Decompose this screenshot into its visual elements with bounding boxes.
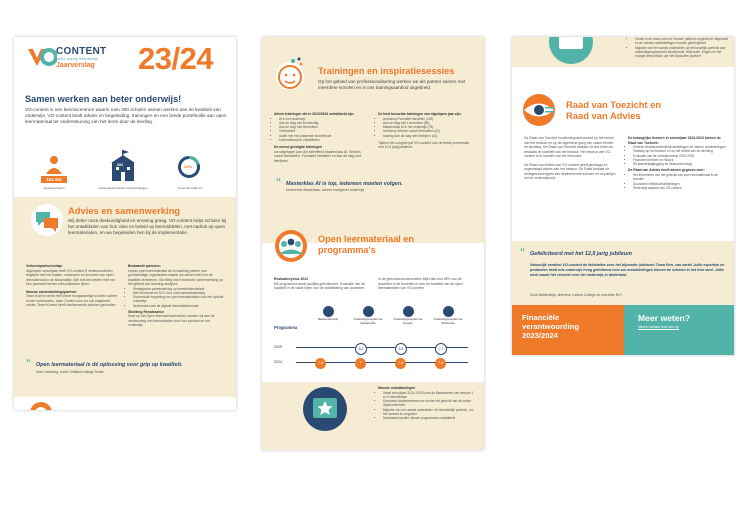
program-name: Onderwijsprogramma Wiskunde (433, 317, 463, 325)
eye-board-icon (518, 93, 560, 132)
contact-title: Meer weten? (638, 313, 691, 323)
section-title-line-2: programma's (318, 245, 376, 255)
quote-author: Kees Vanheeg, rector Driftland college Soest (36, 370, 104, 374)
program-name: Onderwijsprogramma Engels (393, 317, 423, 325)
advies-intro: Wij delen onze deskundigheid en ervaring graag. VO-content helpt scholen bij het ontwikkelen van hun visie en beleid op leermiddelen, met nadruk op open leermaterialen, en we begeleiden hen bij de implementatie. (68, 218, 227, 235)
col2-heading-1: Bestaande partners: (128, 264, 161, 268)
raad-col-left (524, 136, 618, 181)
section-title-advies: Advies en samenwerking (68, 205, 181, 216)
list-item: • Vanaf schooljaar 2024-2025 komt de Basisdeelen van leerjaar 1 en 2 beschikbaar (383, 391, 476, 400)
col1-text-2: Team Konect werkt met kleine hoogwaardige scholen samen in een onderzoeks- naar Content door en ook uitgebreid verder. Team Konect heeft deelnemende scholen gevonden. (26, 294, 118, 307)
chat-bubbles-icon (28, 203, 66, 242)
logo-tagline: advies, training, leermateriaal (56, 57, 98, 61)
logo-report-label: Jaarverslag (56, 62, 95, 69)
list-item: • De jaarverslaglegging en bestuursverslag (633, 162, 726, 166)
stat-schools-value: 303 (117, 163, 123, 167)
list-item: • training Aan de slag met leerlijnen (41) (383, 134, 474, 138)
financial-panel[interactable] (512, 305, 624, 355)
financial-title (512, 305, 624, 340)
programma-col (390, 306, 426, 325)
score-badge: 7.1 (435, 343, 447, 355)
training-col-left (274, 112, 368, 163)
col2-list (128, 287, 224, 308)
eval-col-right: In de gebruikersonderzoeken blijkt dat ruim 85% van de docenten in de tevreden is over de kwaliteit van de open leermaterialen van VO-content. (378, 277, 463, 290)
stat-percent-value: 23% (184, 164, 193, 169)
list-item: • workshop Formatief handelen (109) (383, 117, 474, 121)
program-icon (323, 306, 334, 317)
score-badge: 7.6 (435, 358, 446, 369)
logo-word: CONTENT (56, 46, 107, 57)
score-badge: 7.6 (315, 358, 326, 369)
section-title-trainingen: Trainingen en inspiratiesessies (318, 66, 455, 76)
list-item: • Leermateriaal te ontwikkelen (279, 138, 368, 142)
quote-text: Masterklas AI is top, iedereen moeten volgen. (286, 181, 403, 187)
programma-col (350, 306, 386, 325)
section-title-line-1: Open leermateriaal en (318, 234, 415, 244)
list-item: • Succesvolle koppeling van open leermaterialen voor het hybride onderwijs (133, 295, 224, 304)
stat-percent-label: % van het totale VO (177, 186, 203, 190)
list-item: • Actief met een passende lesmethode (279, 134, 368, 138)
quote-author: Dora Waldenstijn, directeur Ludens College en voorzitter RvT (530, 293, 623, 297)
training-right-list (378, 117, 474, 138)
section-title-line-2: Raad van Advies (566, 110, 641, 121)
list-item: • workshop Werken vanuit leerdoelen (52) (383, 129, 474, 133)
eval-col-left (274, 277, 368, 291)
eval-heading: Evaluatiecyclus 2024 (274, 277, 308, 281)
advies-col-right (128, 264, 224, 328)
vo-logo-icon (27, 46, 57, 68)
col2-text-1: Impuls open leermateriaal de Konsulting partner van grootschalige organisaties waarin we samen met hen de kwaliteit verbeteren. Stichting van Kennisnet, samenwerking op het gebied van learning analytics. (128, 268, 223, 286)
score-badge: 5.5 (395, 343, 407, 355)
quote-mark-icon: “ (276, 177, 281, 188)
col2-text-2: Inzet op het Open leermateriaal beleid, werken wij aan de vernieuwing van leermiddelen voor hun scholen en het onderwijs. (128, 314, 215, 328)
top-list (630, 37, 728, 58)
raad-left-text-2: De Raad van Advies van VO-content geeft gevraagd en ongevraagd advies aan het bestuur. De Raad bestaat uit vertegenwoordigers van deelnemende scholen en uit partijen uit het onderwijsveld. (524, 162, 616, 180)
list-item: • Daarnaast implementeren we verder het gebruik van de online Sjabloonbeheer (383, 399, 476, 408)
raad-right-heading-2: De Raad van Advies heeft advies gegeven over: (628, 168, 705, 173)
new-developments-heading: Nieuwe ontwikkelingen (378, 386, 416, 390)
contact-link[interactable]: Neem contact met ons op (638, 325, 679, 329)
list-item: • Duurzame beleidsontwikkelingen (633, 182, 726, 186)
list-item: • Evaluatie van de meerjarenvisie 2023-2025 (633, 154, 726, 158)
list-item: • Onderwijs aanbod van VO-content (633, 186, 726, 190)
list-item: • Toetsbeleid (279, 129, 368, 133)
quote-text: Open leermateriaal is dé oplossing voor grip op kwaliteit. (36, 362, 183, 368)
training-left-heading: Alleen trainingen die in 2023/2024 ontwikkeld zijn: (274, 112, 355, 116)
col1-text-1: Afgelopen schooljaar heeft VO-content 8 verkeersscholen begeleid met het maken, ontwerpen en invoeren van open leermateriaal in de klaspraktijk. Alle scholen deden mee via een opendeel tender met praktische lijnen. (26, 268, 115, 286)
col1-heading-1: Verkeerspartnerschap: (26, 264, 63, 268)
raad-left-text: De Raad van Toezicht houdt integraal toezicht op het beleid van het bestuur en op de algemene gang van zaken binnen de stichting. De Raad van Toezicht bestaat uit drie leden en bewaakt de kwaliteit van het bestuur. Het bestuur van VO-content is in handen van een directeur. (524, 136, 614, 158)
training-col-right (378, 112, 474, 150)
training-left-text-2: van afgelopen jaar zijn betreffend Masterclass AI, Werken vanuit leerdoelen, Formatief handelen en Aan de slag met leerlijnen. (274, 149, 361, 163)
list-item: • Migratie van een aantal onderdelen uit het landelijk portfolio, om het aanbod te vergroten (383, 408, 476, 417)
list-item: • Het informeren van het gebruik van open leermateriaal in de scholen (633, 173, 726, 182)
percentage-ring-icon (177, 155, 201, 184)
quote-body: Natuurlijk verdient VO-content de felicitaties voor het bijzonder jubileum! Team Ron, van harte! Jullie expertise en producten heeft ons onderwijs hoog geïnitieerd voor uw ontwikkelingen binnen de scholen in het hele land. Jullie werk maakt het verschil voor het onderwijs in Nederland (530, 263, 725, 277)
people-group-icon (269, 228, 313, 267)
list-item: • Verder is de bouw van het 'nieuwe' platform opgezet en uitgebreid en de nieuwe ontwikkelingen worden geïntegreerd (635, 37, 728, 46)
raad-right-heading: De belangrijke thema's in schooljaar 2023-2024 binnen de Raad van Toezicht: (628, 136, 721, 145)
thinking-face-icon (271, 55, 309, 98)
programma-row-label: Programma (274, 325, 298, 330)
list-item: • Migratie van een aantal onderdelen uit het landelijk portfolio aan onderwijsprogramma's Nederlands, Wiskunde, Engels en het huidige leerportfolio van het Basisdeel platform (635, 46, 728, 59)
raad-col-right (628, 136, 726, 190)
training-left-list (274, 117, 368, 143)
list-item: • Daarnaast worden nieuwe programma's ontwikkeld (383, 416, 476, 420)
programma-col (430, 306, 466, 325)
financial-title-line-1: Financiële (522, 313, 560, 322)
training-right-heading: De best bezochte trainingen van afgelopen jaar zijn: (378, 112, 462, 116)
list-item: • Aan de slag met leerdoelen (279, 125, 368, 129)
col1-heading-2: Nieuwe samenwerkingspartner: (26, 289, 78, 294)
quote-mark-icon: “ (26, 358, 31, 369)
year-title: 23/24 (138, 41, 214, 76)
program-icon (403, 306, 414, 317)
report-page-2 (262, 37, 484, 450)
list-item: • Masterclass AI in het onderwijs (78) (383, 125, 474, 129)
stat-students-value: 163.315 (41, 176, 67, 183)
contact-panel (624, 305, 734, 355)
financial-title-line-3: 2023/2024 (522, 330, 558, 340)
list-item: • Toetsing op het bestuur en op het beleid van de stichting (633, 149, 726, 153)
programma-col (310, 306, 346, 322)
star-screen-icon-partial (548, 37, 594, 70)
program-name: Basisonderwijs (317, 317, 338, 321)
school-icon (106, 150, 140, 187)
list-item: • AI in het onderwijs (279, 117, 368, 121)
intro-text: VO-content is een kenniscentrum waarin ruim 300 scholen samen werken aan de kwaliteit van onderwijs. VO-content biedt advies en begeleiding, trainingen en een brede portefeuille aan open leermateriaal ter ondersteuning van het leren door de leerling. (25, 107, 227, 125)
page-headline: Samen werken aan beter onderwijs! (25, 94, 182, 104)
training-right-text-2: Tijdens het congres gaf VO-content ook de beste presentatie met 10.4 jarig jubileum. (378, 140, 470, 150)
score-badge: 7.6 (395, 358, 406, 369)
program-icon (363, 306, 374, 317)
program-name: Onderwijsprogramma Nederlands (353, 317, 383, 325)
list-item: • Met Kennisnet en SLO voor curriculumontwikkeling (133, 291, 224, 295)
year-label-a: 2019 (274, 345, 282, 349)
trainingen-intro: Op het gebied van professionalisering werken we als partner samen met meerdere scholen en is ons trainingsaanbod uitgebreid. (318, 79, 466, 90)
list-item: • Onderzoek naar de digitale leermiddelenmarkt (133, 304, 224, 308)
training-left-heading-2: De meest gevolgde trainingen (274, 145, 323, 150)
section-title-raad (566, 99, 661, 121)
score-badge: 7 (355, 358, 366, 369)
quote-author: Deelnemer Masterklas, docent voortgezet onderwijs (286, 188, 365, 192)
star-screen-icon (302, 386, 348, 437)
programma-grid (308, 306, 468, 376)
year-label-b: 2024 (274, 360, 282, 364)
program-icon (443, 306, 454, 317)
eval-text: Elk programma wordt jaarlijks geëvalueerd. Evaluatie van de kwaliteit in de vaste lijnen van de ontwikkeling van docenten. (274, 281, 366, 290)
report-page-3 (512, 37, 734, 355)
next-section-icon (26, 400, 56, 410)
list-item: • Aan de slag met Leerdoelen (84) (383, 121, 474, 125)
col2-heading-2: Stichting Renaissance (128, 309, 165, 314)
financial-title-line-2: verantwoording (522, 321, 579, 331)
list-item: • Aan de slag met kunstmatig (279, 121, 368, 125)
quote-mark-icon: “ (520, 247, 525, 258)
new-developments-list (378, 391, 476, 421)
advies-col-left (26, 264, 118, 308)
report-page-1 (14, 37, 236, 410)
section-title-line-1: Raad van Toezicht en (566, 99, 662, 110)
new-developments (378, 386, 476, 421)
stat-students-label: Aantal leerlingen (43, 186, 65, 190)
section-title-open-leermateriaal (318, 234, 414, 256)
stat-schools-label: Aantal deelnemende schoolvestigingen (98, 186, 148, 190)
list-item: • Strategische samenwerking op leermiddelenbeleid (133, 287, 224, 291)
quote-title: Gefeliciteerd met het 12,5 jarig jubileum (530, 251, 632, 257)
list-item: • Financieel beheer en risico's (633, 158, 726, 162)
score-badge: 5.6 (355, 343, 367, 355)
list-item: • Diverse verantwoordelijkheidsstellingen en interne ontwikkelingen (633, 145, 726, 149)
